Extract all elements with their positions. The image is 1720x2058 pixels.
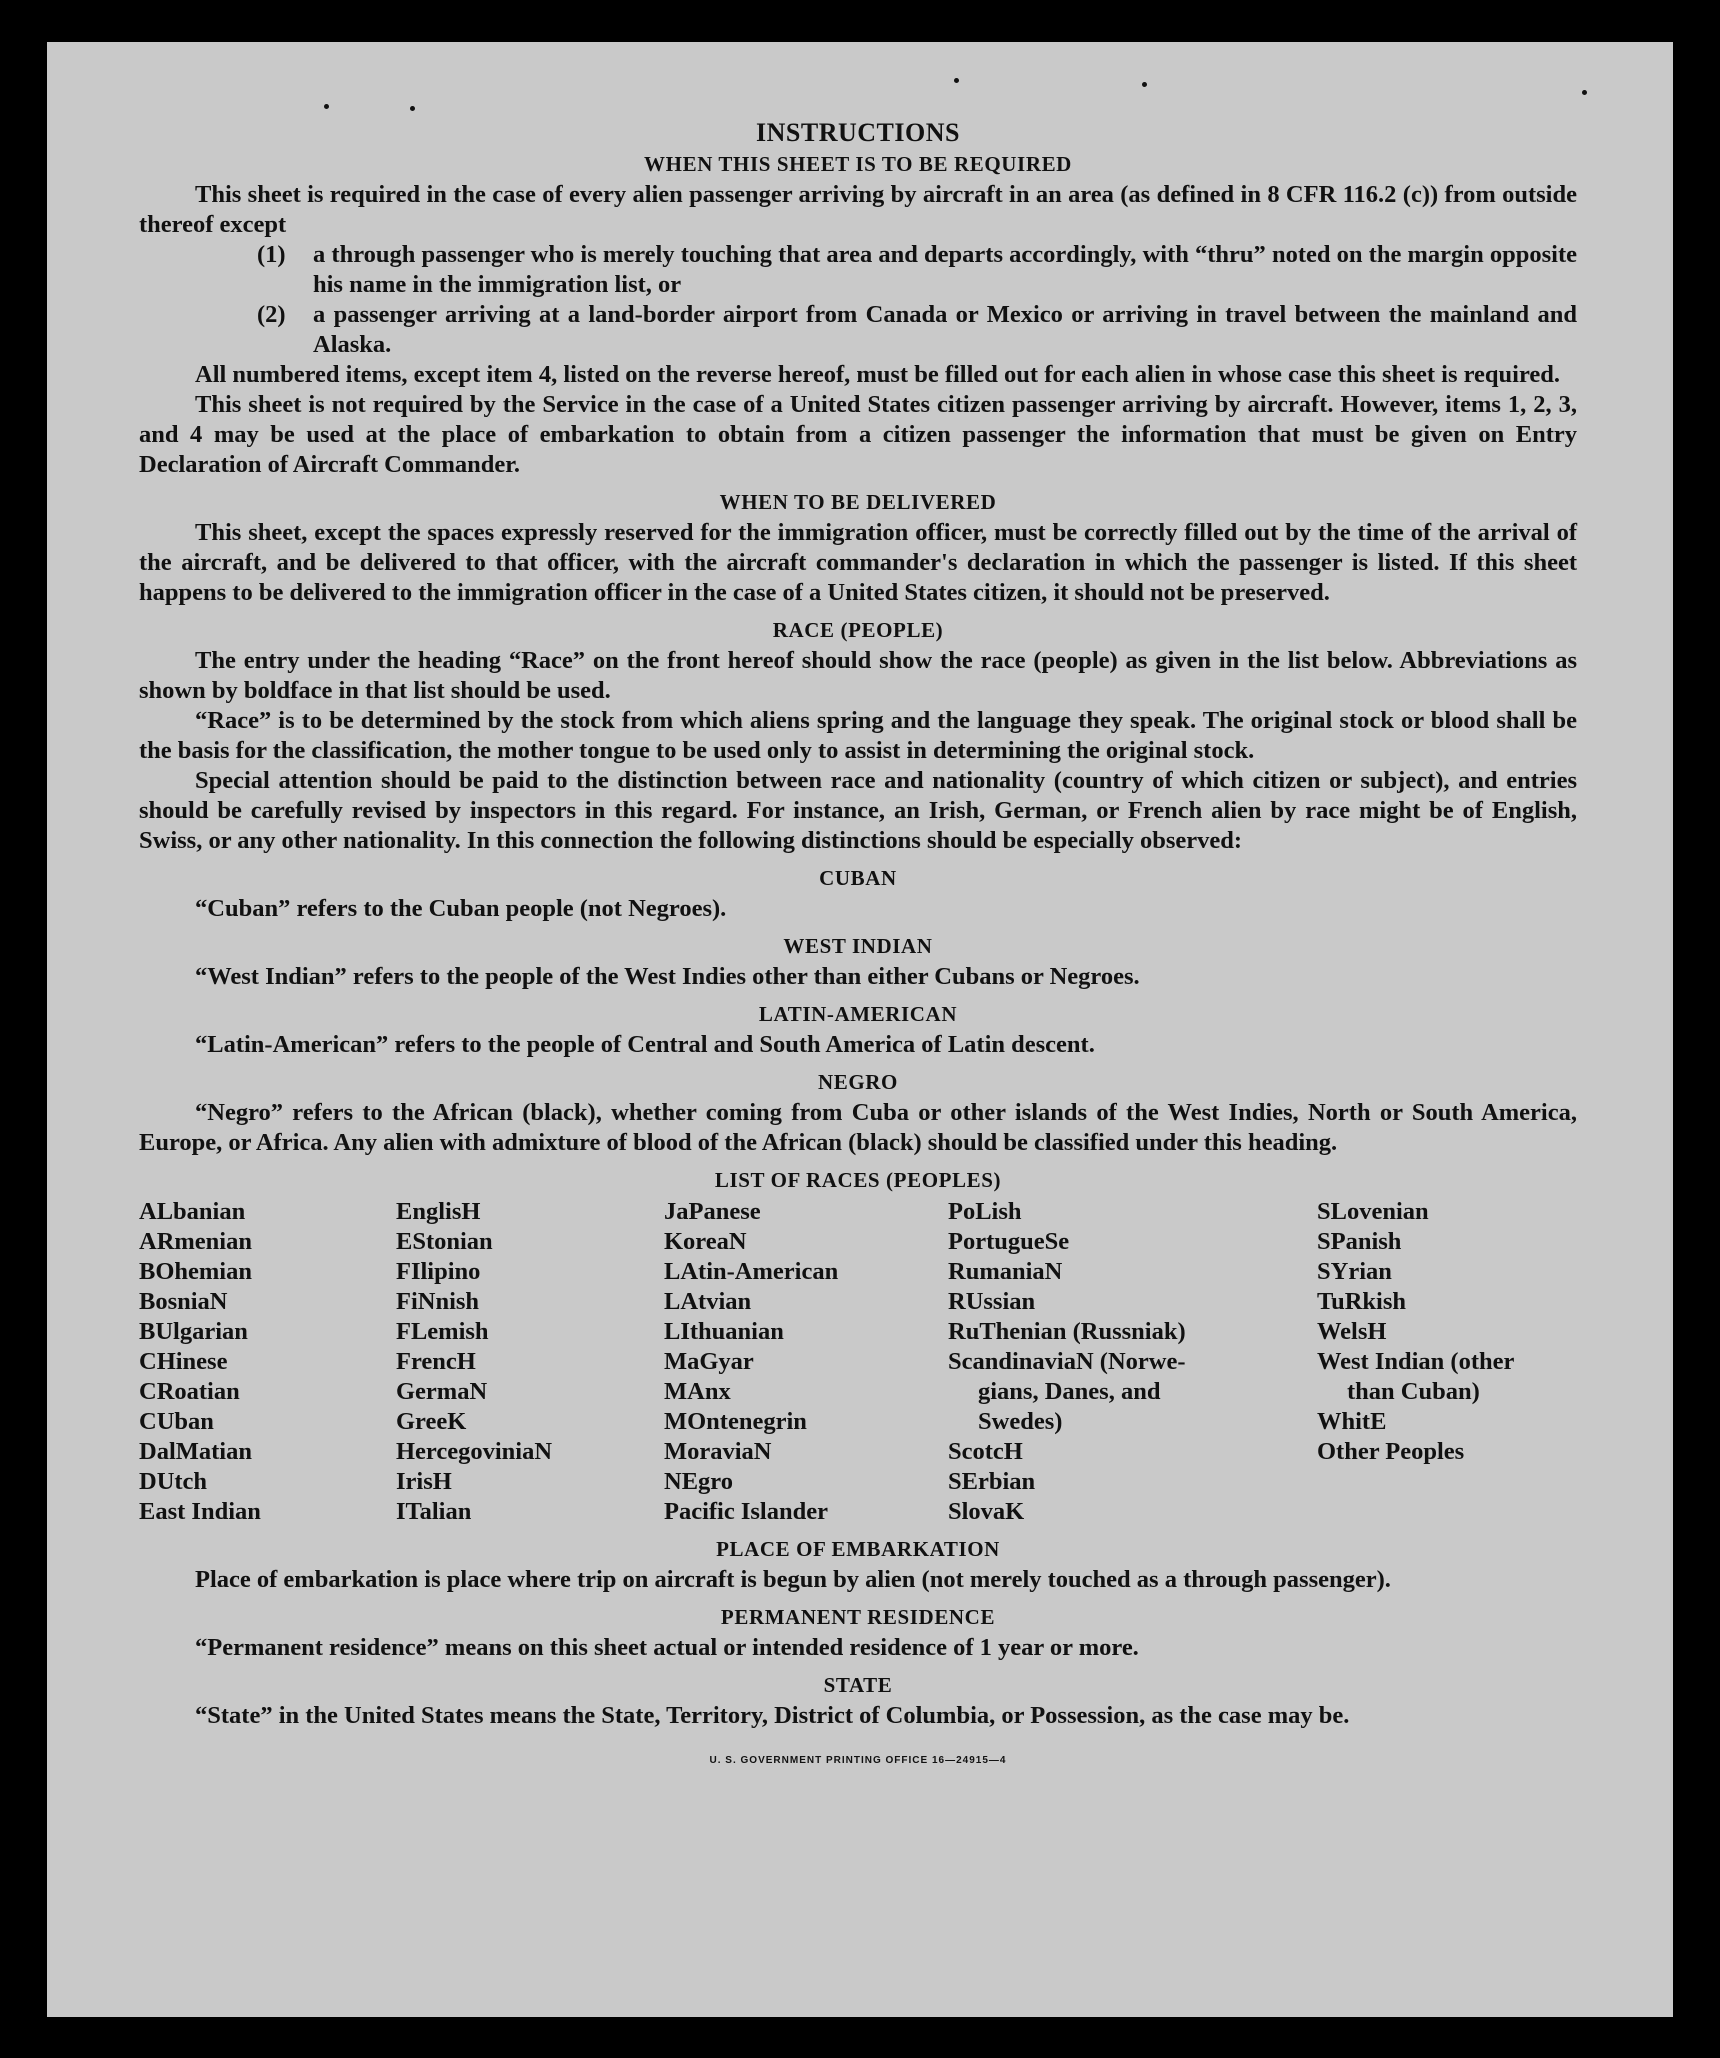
- race-entry: PortugueSe: [948, 1228, 1070, 1255]
- ink-speck: [324, 104, 329, 109]
- race-entry: ScotcH: [948, 1438, 1023, 1465]
- race-entry: EStonian: [396, 1228, 493, 1255]
- exception-item-2-text: a passenger arriving at a land-border airport from Canada or Mexico or arriving in travel between the mainland and Alaska.: [313, 301, 1577, 358]
- race-entry: GreeK: [396, 1408, 467, 1435]
- race-entry: West Indian (other: [1317, 1348, 1515, 1375]
- exception-item-1: [257, 240, 1577, 300]
- race-entry: WhitE: [1317, 1408, 1387, 1435]
- heading-state: STATE: [823, 1673, 893, 1697]
- race-entry: RumaniaN: [948, 1258, 1063, 1285]
- races-column-1: [139, 1197, 396, 1527]
- race-entry: FLemish: [396, 1318, 489, 1345]
- document-body: [139, 118, 1577, 1766]
- heading-race: RACE (PEOPLE): [772, 618, 944, 642]
- race-entry: Pacific Islander: [664, 1498, 828, 1525]
- latin-american-text: “Latin-American” refers to the people of Central and South America of Latin descent.: [195, 1031, 1095, 1058]
- race-entry: BOhemian: [139, 1258, 252, 1285]
- race-entry: ScandinaviaN (Norwe-: [948, 1348, 1186, 1375]
- races-column-2: [396, 1197, 664, 1527]
- heading-when-required: WHEN THIS SHEET IS TO BE REQUIRED: [644, 152, 1072, 176]
- race-entry: NEgro: [664, 1468, 733, 1495]
- permanent-residence-text: “Permanent residence” means on this sheet actual or intended residence of 1 year or more.: [195, 1634, 1139, 1661]
- page-title: INSTRUCTIONS: [756, 118, 960, 147]
- heading-cuban: CUBAN: [819, 866, 897, 890]
- race-entry: RuThenian (Russniak): [948, 1318, 1186, 1345]
- heading-west-indian: WEST INDIAN: [783, 934, 933, 958]
- race-entry: IrisH: [396, 1468, 452, 1495]
- race-entry: RUssian: [948, 1288, 1036, 1315]
- race-entry: EnglisH: [396, 1198, 481, 1225]
- race-entry: FrencH: [396, 1348, 476, 1375]
- race-entry: MoraviaN: [664, 1438, 772, 1465]
- race-entry: LAtvian: [664, 1288, 752, 1315]
- race-entry: SlovaK: [948, 1498, 1025, 1525]
- race-entry: SYrian: [1317, 1258, 1392, 1285]
- race-entry: SLovenian: [1317, 1198, 1429, 1225]
- heading-list-of-races: LIST OF RACES (PEOPLES): [714, 1168, 1002, 1192]
- race-entry: ARmenian: [139, 1228, 252, 1255]
- exception-item-2-num: (2): [257, 301, 286, 328]
- exception-item-1-num: (1): [257, 241, 286, 268]
- ink-speck: [1142, 82, 1147, 87]
- ink-speck: [1582, 90, 1587, 95]
- races-column-3: [664, 1197, 948, 1527]
- race-entry: HercegoviniaN: [396, 1438, 553, 1465]
- race-entry: JaPanese: [664, 1198, 761, 1225]
- race-entry: DalMatian: [139, 1438, 252, 1465]
- race-entry: SPanish: [1317, 1228, 1402, 1255]
- west-indian-text: “West Indian” refers to the people of the West Indies other than either Cubans or Negroes.: [195, 963, 1140, 990]
- heading-latin-american: LATIN-AMERICAN: [758, 1002, 958, 1026]
- race-entry: CUban: [139, 1408, 214, 1435]
- race-entry: BUlgarian: [139, 1318, 248, 1345]
- race-entry: PoLish: [948, 1198, 1022, 1225]
- embarkation-text: Place of embarkation is place where trip on aircraft is begun by alien (not merely touched as a through passenger).: [195, 1566, 1391, 1593]
- race-para-2: “Race” is to be determined by the stock from which aliens spring and the language they speak. The original stock or blood shall be the basis for the classification, the mother tongue to be used only to assist in determining the original stock.: [139, 707, 1577, 764]
- race-entry: ALbanian: [139, 1198, 246, 1225]
- race-entry: than Cuban): [1347, 1378, 1480, 1405]
- ink-speck: [954, 78, 959, 83]
- race-entry: ITalian: [396, 1498, 472, 1525]
- race-entry: LAtin-American: [664, 1258, 839, 1285]
- race-entry: FIlipino: [396, 1258, 481, 1285]
- race-entry: LIthuanian: [664, 1318, 784, 1345]
- heading-when-delivered: WHEN TO BE DELIVERED: [719, 490, 997, 514]
- race-para-1: The entry under the heading “Race” on the front hereof should show the race (people) as given in the list below. Abbreviations as shown by boldface in that list should be used.: [139, 647, 1577, 704]
- heading-place-of-embarkation: PLACE OF EMBARKATION: [716, 1537, 1000, 1561]
- race-entry: WelsH: [1317, 1318, 1387, 1345]
- when-required-para-3: This sheet is not required by the Service in the case of a United States citizen passenger arriving by aircraft. However, items 1, 2, 3, and 4 may be used at the place of embarkation to obtain from a citizen passenger the information that must be given on Entry Declaration of Aircraft Commander.: [139, 391, 1577, 478]
- state-text: “State” in the United States means the State, Territory, District of Columbia, or Possession, as the case may be.: [195, 1702, 1350, 1729]
- race-entry: Other Peoples: [1317, 1438, 1465, 1465]
- heading-negro: NEGRO: [817, 1070, 898, 1094]
- when-required-para-2: All numbered items, except item 4, listed on the reverse hereof, must be filled out for each alien in whose case this sheet is required.: [195, 361, 1561, 388]
- races-column-4: [948, 1197, 1317, 1527]
- race-entry: BosniaN: [139, 1288, 228, 1315]
- cuban-text: “Cuban” refers to the Cuban people (not Negroes).: [195, 895, 727, 922]
- race-entry: CHinese: [139, 1348, 228, 1375]
- race-entry: gians, Danes, and: [978, 1378, 1161, 1405]
- race-entry: DUtch: [139, 1468, 208, 1495]
- race-entry: MaGyar: [664, 1348, 754, 1375]
- negro-text: “Negro” refers to the African (black), whether coming from Cuba or other islands of the West Indies, North or South America, Europe, or Africa. Any alien with admixture of blood of the African (black) should be classified under this heading.: [139, 1099, 1577, 1156]
- races-column-5: [1317, 1197, 1577, 1527]
- race-entry: CRoatian: [139, 1378, 240, 1405]
- exception-item-1-text: a through passenger who is merely touching that area and departs accordingly, with “thru” noted on the margin opposite his name in the immigration list, or: [313, 241, 1577, 298]
- race-entry: GermaN: [396, 1378, 488, 1405]
- heading-permanent-residence: PERMANENT RESIDENCE: [720, 1605, 996, 1629]
- ink-speck: [410, 106, 415, 111]
- race-entry: MOntenegrin: [664, 1408, 807, 1435]
- document-sheet: [47, 42, 1673, 2017]
- race-entry: TuRkish: [1317, 1288, 1407, 1315]
- race-entry: SErbian: [948, 1468, 1036, 1495]
- when-delivered-text: This sheet, except the spaces expressly reserved for the immigration officer, must be correctly filled out by the time of the arrival of the aircraft, and be delivered to that officer, with the aircraft commander's declaration in which the passenger is listed. If this sheet happens to be delivered to the immigration officer in the case of a United States citizen, it should not be preserved.: [139, 519, 1577, 606]
- race-entry: MAnx: [664, 1378, 731, 1405]
- race-entry: Swedes): [978, 1408, 1063, 1435]
- race-para-3: Special attention should be paid to the distinction between race and nationality (country of which citizen or subject), and entries should be carefully revised by inspectors in this regard. For instance, an Irish, German, or French alien by race might be of English, Swiss, or any other nationality. In this connection the following distinctions should be especially observed:: [139, 767, 1577, 854]
- race-entry: FiNnish: [396, 1288, 480, 1315]
- when-required-intro: This sheet is required in the case of every alien passenger arriving by aircraft in an area (as defined in 8 CFR 116.2 (c)) from outside thereof except: [139, 181, 1577, 238]
- races-table: [139, 1197, 1577, 1527]
- race-entry: KoreaN: [664, 1228, 747, 1255]
- race-entry: East Indian: [139, 1498, 261, 1525]
- printer-imprint: U. S. GOVERNMENT PRINTING OFFICE 16—24915—4: [709, 1755, 1007, 1766]
- exception-item-2: [257, 300, 1577, 360]
